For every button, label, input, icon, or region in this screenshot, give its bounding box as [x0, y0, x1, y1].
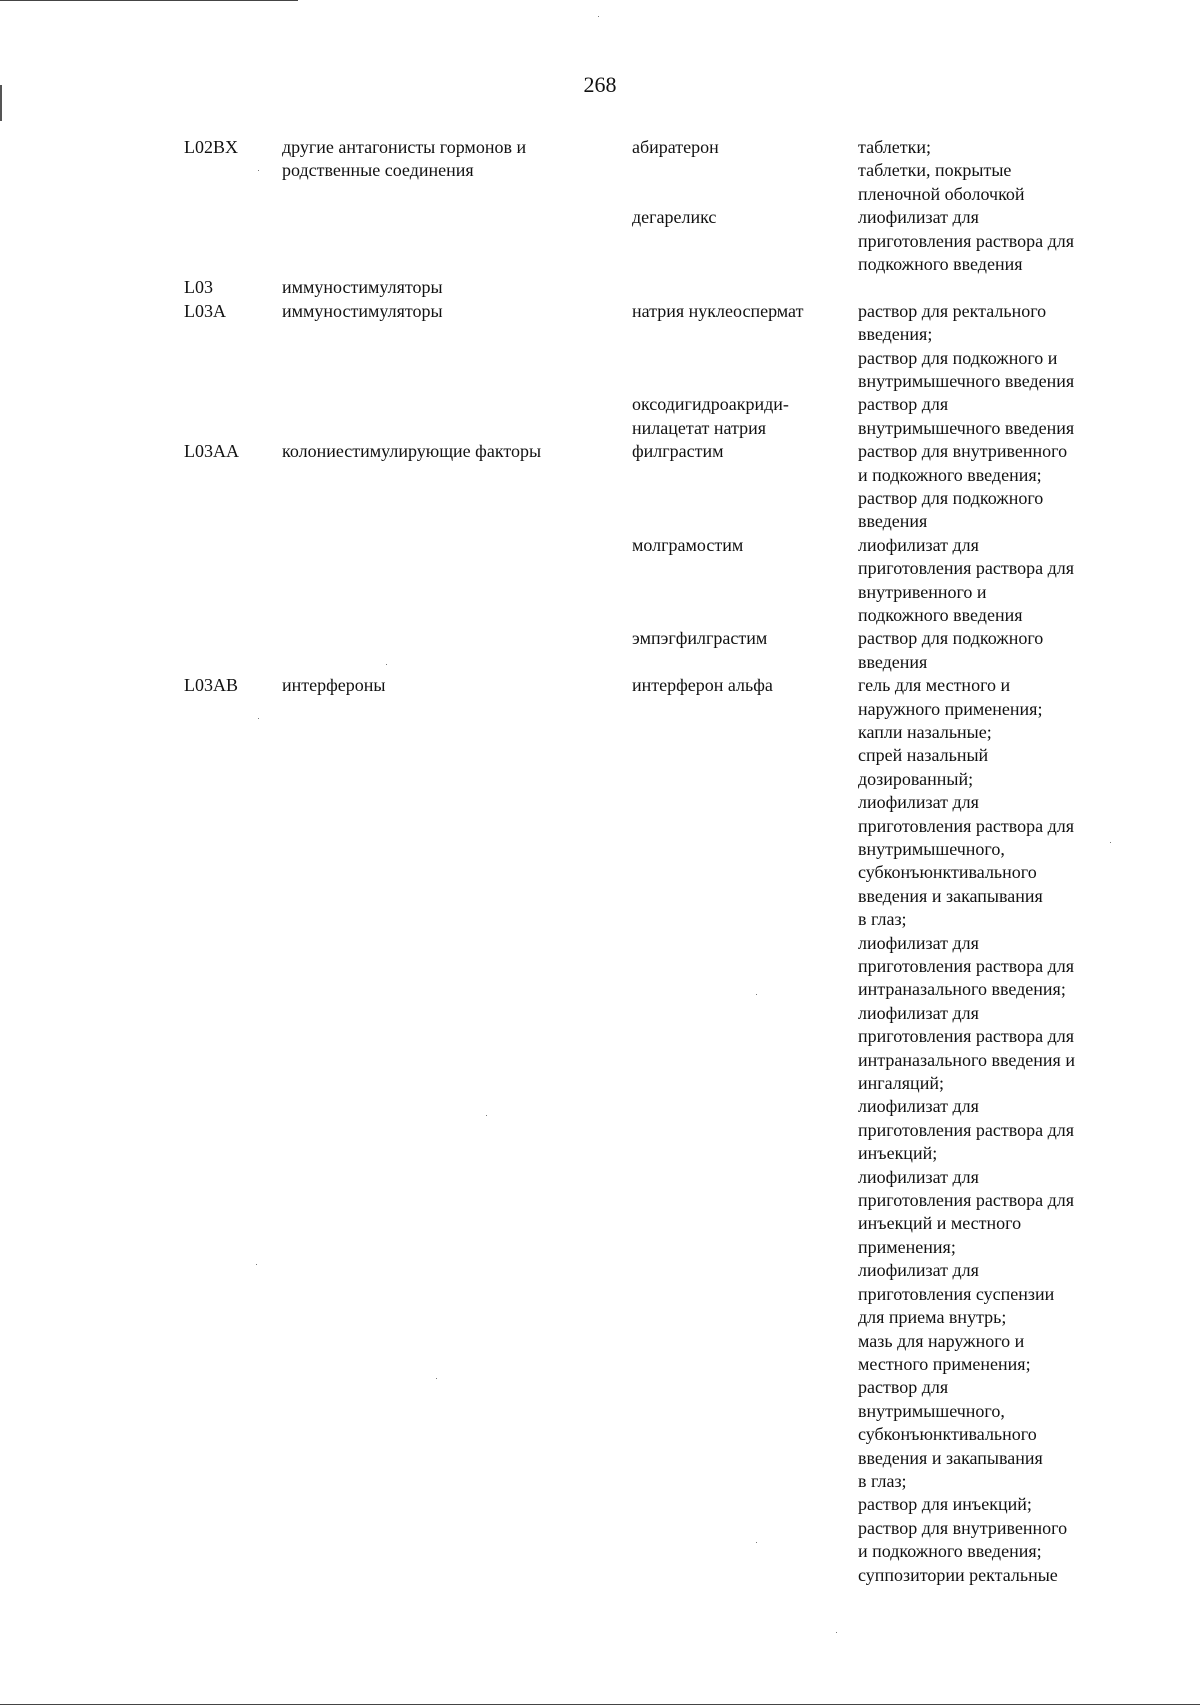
dosage-forms-line: раствор для ректального — [858, 300, 1047, 321]
dosage-forms-line: лиофилизат для — [858, 534, 979, 555]
dosage-forms-line: лиофилизат для — [858, 207, 979, 228]
dosage-forms-line: лиофилизат для — [858, 932, 979, 953]
dosage-forms-line: пленочной оболочкой — [858, 183, 1025, 204]
dosage-forms-line: таблетки, покрытые — [858, 160, 1012, 181]
drug-name-line: молграмостим — [632, 534, 744, 555]
scan-edge-top — [0, 0, 298, 1]
anatomic-therapeutic-group-line: иммуностимуляторы — [282, 300, 443, 321]
dosage-forms — [858, 534, 1118, 628]
dosage-forms-line: местного применения; — [858, 1353, 1031, 1374]
dosage-forms — [858, 300, 1118, 394]
dosage-forms-line: введения — [858, 511, 928, 532]
atc-code — [184, 276, 274, 299]
dosage-forms-line: для приема внутрь; — [858, 1307, 1007, 1328]
dosage-forms-line: приготовления суспензии — [858, 1283, 1055, 1304]
dosage-forms-line: подкожного введения — [858, 604, 1023, 625]
dosage-forms-line: в глаз; — [858, 1470, 907, 1491]
dosage-forms-line: дозированный; — [858, 768, 974, 789]
dosage-forms-line: лиофилизат для — [858, 1002, 979, 1023]
dosage-forms — [858, 136, 1118, 206]
atc-code-line: L02BX — [184, 137, 238, 157]
drug-name-line: нилацетат натрия — [632, 417, 766, 438]
dosage-forms-line: приготовления раствора для — [858, 1190, 1074, 1211]
dosage-forms-line: приготовления раствора для — [858, 1026, 1074, 1047]
table-row — [0, 440, 1200, 534]
dosage-forms-line: введения и закапывания — [858, 1447, 1043, 1468]
dosage-forms-line: инъекций и местного — [858, 1213, 1022, 1234]
atc-code-line: L03 — [184, 277, 213, 298]
dosage-forms-line: раствор для внутривенного — [858, 1517, 1068, 1538]
dosage-forms-line: и подкожного введения; — [858, 1541, 1042, 1562]
dosage-forms-line: инъекций; — [858, 1143, 938, 1164]
drug-name — [632, 206, 852, 229]
dosage-forms — [858, 627, 1118, 674]
dosage-forms-line: раствор для — [858, 1377, 949, 1398]
dosage-forms — [858, 393, 1118, 440]
dosage-forms-line: внутривенного и — [858, 581, 987, 602]
drug-name-line: интерферон альфа — [632, 675, 773, 696]
dosage-forms-line: раствор для инъекций; — [858, 1494, 1032, 1515]
dosage-forms-line: и подкожного введения; — [858, 464, 1042, 485]
dosage-forms-line: суппозитории ректальные — [858, 1564, 1058, 1585]
dosage-forms-line: приготовления раствора для — [858, 956, 1074, 977]
dosage-forms-line: в глаз; — [858, 909, 907, 930]
anatomic-therapeutic-group-line: иммуностимуляторы — [282, 277, 443, 298]
dosage-forms-line: гель для местного и — [858, 675, 1011, 696]
page-number: 268 — [583, 72, 617, 97]
anatomic-therapeutic-group — [282, 440, 612, 463]
drug-name — [632, 627, 852, 650]
table-row — [0, 300, 1200, 394]
table-row — [0, 206, 1200, 276]
drug-name — [632, 534, 852, 557]
drug-name-line: эмпэгфилграстим — [632, 628, 768, 649]
anatomic-therapeutic-group-line: интерфероны — [282, 675, 386, 696]
dosage-forms-line: раствор для подкожного и — [858, 347, 1058, 368]
dosage-forms-line: наружного применения; — [858, 698, 1043, 719]
dosage-forms-line: раствор для подкожного — [858, 487, 1044, 508]
drug-name-line: оксодигидроакриди- — [632, 394, 789, 415]
drug-name-line: абиратерон — [632, 137, 719, 157]
drug-name — [632, 300, 852, 323]
dosage-forms-line: ингаляций; — [858, 1073, 944, 1094]
dosage-forms-line: введения; — [858, 324, 933, 345]
atc-code-line: L03AA — [184, 441, 239, 462]
dosage-forms-line: введения и закапывания — [858, 885, 1043, 906]
anatomic-therapeutic-group — [282, 276, 612, 299]
dosage-forms-line: внутримышечного введения — [858, 417, 1075, 438]
dosage-forms — [858, 206, 1118, 276]
dosage-forms — [858, 674, 1118, 1587]
drug-name — [632, 440, 852, 463]
atc-code — [184, 300, 274, 323]
dosage-forms-line: приготовления раствора для — [858, 558, 1074, 579]
anatomic-therapeutic-group-line: родственные соединения — [282, 160, 474, 181]
dosage-forms-line: субконъюнктивального — [858, 1424, 1037, 1445]
drug-name-line: натрия нуклеоспермат — [632, 300, 804, 321]
dosage-forms-line: лиофилизат для — [858, 1260, 979, 1281]
dosage-forms-line: таблетки; — [858, 137, 932, 157]
dosage-forms-line: введения — [858, 651, 928, 672]
table-row — [0, 627, 1200, 674]
table-row — [0, 136, 1200, 206]
anatomic-therapeutic-group — [282, 136, 612, 183]
dosage-forms-line: интраназального введения; — [858, 979, 1066, 1000]
drug-name — [632, 393, 852, 440]
dosage-forms-line: лиофилизат для — [858, 1096, 979, 1117]
dosage-forms-line: приготовления раствора для — [858, 1119, 1074, 1140]
drug-name-line: дегареликс — [632, 207, 717, 228]
dosage-forms-line: лиофилизат для — [858, 792, 979, 813]
drug-classification-table — [0, 136, 1200, 1587]
drug-name-line: филграстим — [632, 441, 724, 462]
table-row — [0, 276, 1200, 299]
dosage-forms-line: раствор для — [858, 394, 949, 415]
table-row — [0, 674, 1200, 1587]
atc-code-line: L03A — [184, 300, 226, 321]
dosage-forms-line: раствор для подкожного — [858, 628, 1044, 649]
dosage-forms-line: приготовления раствора для — [858, 230, 1074, 251]
anatomic-therapeutic-group-line: колониестимулирующие факторы — [282, 441, 542, 462]
drug-name — [632, 674, 852, 697]
dosage-forms-line: раствор для внутривенного — [858, 441, 1068, 462]
dosage-forms-line: мазь для наружного и — [858, 1330, 1025, 1351]
dosage-forms-line: внутримышечного введения — [858, 370, 1075, 391]
dosage-forms-line: интраназального введения и — [858, 1049, 1075, 1070]
dosage-forms-line: спрей назальный — [858, 745, 989, 766]
dosage-forms-line: внутримышечного, — [858, 838, 1005, 859]
anatomic-therapeutic-group-line: другие антагонисты гормонов и — [282, 137, 527, 157]
table-row — [0, 393, 1200, 440]
atc-code — [184, 440, 274, 463]
dosage-forms — [858, 440, 1118, 534]
dosage-forms-line: подкожного введения — [858, 254, 1023, 274]
drug-name — [632, 136, 852, 159]
anatomic-therapeutic-group — [282, 674, 612, 697]
anatomic-therapeutic-group — [282, 300, 612, 323]
atc-code — [184, 674, 274, 697]
dosage-forms-line: внутримышечного, — [858, 1400, 1005, 1421]
dosage-forms-line: лиофилизат для — [858, 1166, 979, 1187]
dosage-forms-line: капли назальные; — [858, 721, 992, 742]
atc-code-line: L03AB — [184, 675, 238, 696]
dosage-forms-line: субконъюнктивального — [858, 862, 1037, 883]
dosage-forms-line: применения; — [858, 1236, 956, 1257]
table-row — [0, 534, 1200, 628]
dosage-forms-line: приготовления раствора для — [858, 815, 1074, 836]
atc-code — [184, 136, 274, 159]
